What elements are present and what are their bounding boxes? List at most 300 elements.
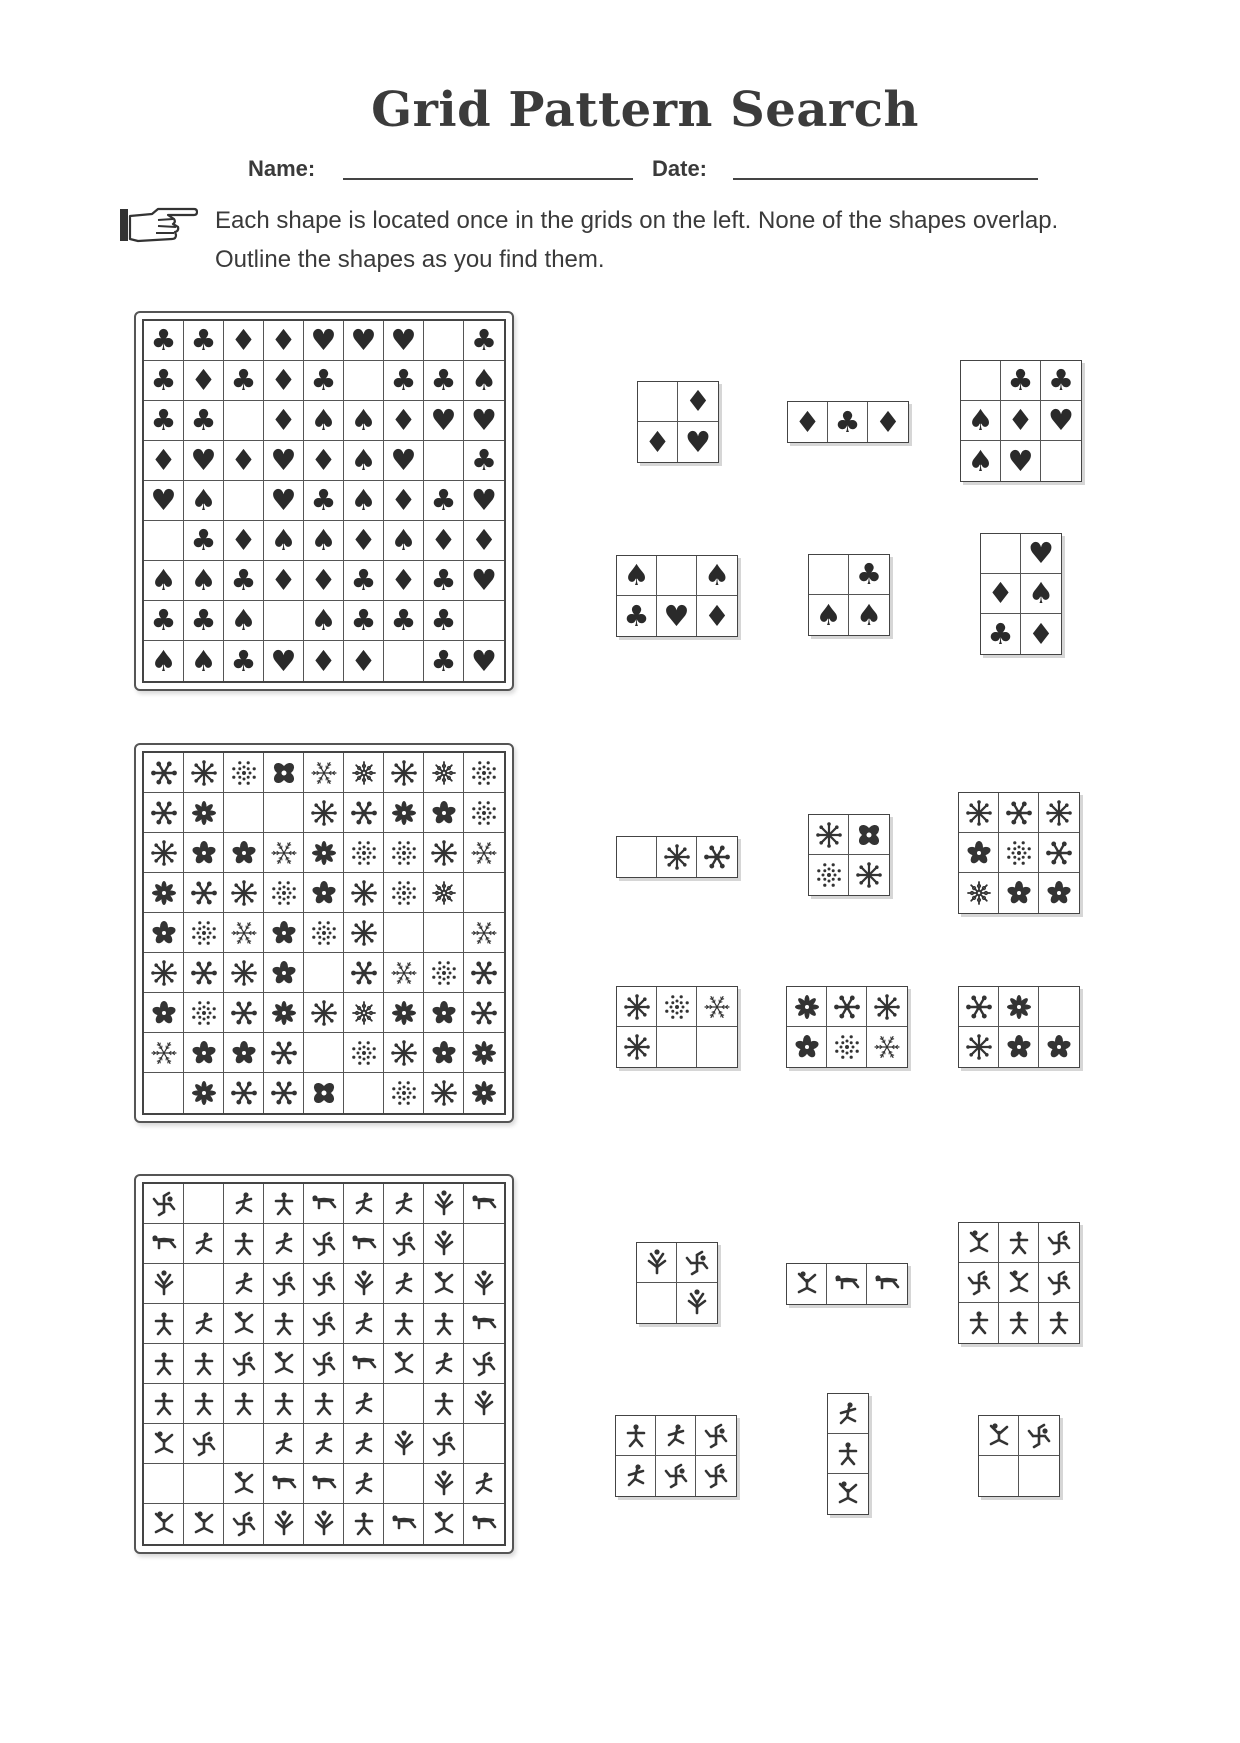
grid-cell[interactable] — [184, 793, 224, 833]
grid-cell[interactable] — [144, 753, 184, 793]
shape-cell[interactable] — [1039, 987, 1079, 1027]
grid-cell[interactable] — [464, 1264, 504, 1304]
grid-cell[interactable] — [144, 1344, 184, 1384]
shape-cell[interactable] — [961, 401, 1001, 441]
shape-cell[interactable] — [657, 1027, 697, 1067]
grid-cell[interactable] — [144, 521, 184, 561]
grid-cell[interactable] — [264, 321, 304, 361]
grid-cell[interactable] — [264, 1464, 304, 1504]
grid-cell[interactable] — [304, 1224, 344, 1264]
shape-cell[interactable] — [788, 402, 828, 442]
grid-cell[interactable] — [224, 1464, 264, 1504]
shape-cell[interactable] — [1039, 873, 1079, 913]
grid-cell[interactable] — [464, 753, 504, 793]
grid-cell[interactable] — [464, 521, 504, 561]
grid-cell[interactable] — [144, 601, 184, 641]
grid-cell[interactable] — [184, 953, 224, 993]
grid-cell[interactable] — [304, 1384, 344, 1424]
grid-cell[interactable] — [144, 401, 184, 441]
grid-cell[interactable] — [384, 873, 424, 913]
grid-cell[interactable] — [264, 1304, 304, 1344]
grid-cell[interactable] — [224, 1184, 264, 1224]
grid-cell[interactable] — [264, 401, 304, 441]
grid-cell[interactable] — [464, 1464, 504, 1504]
grid-cell[interactable] — [224, 1224, 264, 1264]
shape-cell[interactable] — [657, 837, 697, 877]
grid-cell[interactable] — [224, 561, 264, 601]
grid-cell[interactable] — [424, 481, 464, 521]
shape-cell[interactable] — [867, 987, 907, 1027]
grid-cell[interactable] — [264, 793, 304, 833]
grid-cell[interactable] — [384, 441, 424, 481]
grid-cell[interactable] — [264, 1073, 304, 1113]
shape-cell[interactable] — [959, 987, 999, 1027]
grid-cell[interactable] — [344, 873, 384, 913]
grid-cell[interactable] — [424, 321, 464, 361]
grid-cell[interactable] — [384, 481, 424, 521]
grid-cell[interactable] — [144, 1033, 184, 1073]
grid-cell[interactable] — [144, 361, 184, 401]
shape-cell[interactable] — [999, 1223, 1039, 1263]
shape-cell[interactable] — [697, 596, 737, 636]
grid-cell[interactable] — [384, 321, 424, 361]
grid-cell[interactable] — [264, 1504, 304, 1544]
grid-cell[interactable] — [464, 953, 504, 993]
grid-cell[interactable] — [424, 1464, 464, 1504]
grid-cell[interactable] — [264, 913, 304, 953]
grid-cell[interactable] — [224, 1304, 264, 1344]
grid-cell[interactable] — [464, 601, 504, 641]
shape-cell[interactable] — [1001, 361, 1041, 401]
grid-cell[interactable] — [344, 753, 384, 793]
grid-cell[interactable] — [224, 1384, 264, 1424]
grid-cell[interactable] — [304, 913, 344, 953]
shape-cell[interactable] — [787, 1264, 827, 1304]
grid-cell[interactable] — [424, 833, 464, 873]
grid-cell[interactable] — [184, 1304, 224, 1344]
grid-cell[interactable] — [144, 1304, 184, 1344]
grid-cell[interactable] — [304, 561, 344, 601]
shape-cell[interactable] — [827, 1027, 867, 1067]
grid-cell[interactable] — [384, 1264, 424, 1304]
grid-cell[interactable] — [184, 441, 224, 481]
grid-cell[interactable] — [304, 321, 344, 361]
shape-cell[interactable] — [677, 1243, 717, 1283]
grid-cell[interactable] — [264, 481, 304, 521]
grid-cell[interactable] — [424, 361, 464, 401]
shape-cell[interactable] — [1041, 401, 1081, 441]
shape-cell[interactable] — [981, 574, 1021, 614]
shape-cell[interactable] — [1001, 401, 1041, 441]
grid-cell[interactable] — [304, 401, 344, 441]
shape-cell[interactable] — [979, 1416, 1019, 1456]
grid-cell[interactable] — [264, 521, 304, 561]
shape-cell[interactable] — [809, 855, 849, 895]
shape-cell[interactable] — [849, 855, 889, 895]
shape-cell[interactable] — [979, 1456, 1019, 1496]
grid-cell[interactable] — [464, 441, 504, 481]
grid-cell[interactable] — [224, 641, 264, 681]
grid-cell[interactable] — [184, 1424, 224, 1464]
grid-cell[interactable] — [464, 561, 504, 601]
shape-cell[interactable] — [828, 402, 868, 442]
grid-cell[interactable] — [224, 601, 264, 641]
grid-cell[interactable] — [384, 793, 424, 833]
grid-cell[interactable] — [264, 441, 304, 481]
grid-cell[interactable] — [224, 1344, 264, 1384]
shape-cell[interactable] — [657, 596, 697, 636]
grid-cell[interactable] — [144, 873, 184, 913]
grid-cell[interactable] — [304, 1184, 344, 1224]
grid-cell[interactable] — [184, 913, 224, 953]
grid-cell[interactable] — [264, 1384, 304, 1424]
shape-cell[interactable] — [828, 1394, 868, 1434]
grid-cell[interactable] — [424, 521, 464, 561]
grid-cell[interactable] — [384, 361, 424, 401]
grid-cell[interactable] — [304, 793, 344, 833]
grid-cell[interactable] — [424, 753, 464, 793]
grid-cell[interactable] — [264, 833, 304, 873]
grid-cell[interactable] — [464, 1224, 504, 1264]
grid-cell[interactable] — [304, 361, 344, 401]
grid-cell[interactable] — [184, 521, 224, 561]
grid-cell[interactable] — [344, 1264, 384, 1304]
grid-cell[interactable] — [344, 601, 384, 641]
grid-cell[interactable] — [424, 1424, 464, 1464]
shape-cell[interactable] — [617, 556, 657, 596]
shape-cell[interactable] — [1019, 1416, 1059, 1456]
grid-cell[interactable] — [224, 753, 264, 793]
grid-cell[interactable] — [184, 993, 224, 1033]
grid-cell[interactable] — [464, 1033, 504, 1073]
grid-cell[interactable] — [384, 1424, 424, 1464]
shape-cell[interactable] — [616, 1416, 656, 1456]
grid-cell[interactable] — [264, 1224, 304, 1264]
grid-cell[interactable] — [264, 1184, 304, 1224]
grid-cell[interactable] — [384, 1073, 424, 1113]
grid-cell[interactable] — [184, 401, 224, 441]
grid-cell[interactable] — [424, 873, 464, 913]
grid-cell[interactable] — [464, 321, 504, 361]
shape-cell[interactable] — [617, 1027, 657, 1067]
grid-cell[interactable] — [184, 361, 224, 401]
shape-cell[interactable] — [828, 1474, 868, 1514]
grid-cell[interactable] — [344, 1033, 384, 1073]
grid-cell[interactable] — [424, 401, 464, 441]
grid-cell[interactable] — [464, 1504, 504, 1544]
grid-cell[interactable] — [344, 1304, 384, 1344]
shape-cell[interactable] — [677, 1283, 717, 1323]
grid-cell[interactable] — [264, 1424, 304, 1464]
grid-cell[interactable] — [424, 913, 464, 953]
shape-cell[interactable] — [637, 1243, 677, 1283]
grid-cell[interactable] — [464, 993, 504, 1033]
grid-cell[interactable] — [224, 1504, 264, 1544]
grid-cell[interactable] — [384, 561, 424, 601]
shape-cell[interactable] — [617, 596, 657, 636]
grid-cell[interactable] — [384, 1033, 424, 1073]
grid-cell[interactable] — [464, 833, 504, 873]
grid-cell[interactable] — [224, 1073, 264, 1113]
grid-cell[interactable] — [264, 953, 304, 993]
shape-cell[interactable] — [961, 361, 1001, 401]
grid-cell[interactable] — [424, 793, 464, 833]
grid-cell[interactable] — [344, 1464, 384, 1504]
shape-cell[interactable] — [1021, 534, 1061, 574]
grid-cell[interactable] — [424, 561, 464, 601]
grid-cell[interactable] — [424, 1504, 464, 1544]
grid-cell[interactable] — [464, 1073, 504, 1113]
grid-cell[interactable] — [144, 1224, 184, 1264]
grid-cell[interactable] — [344, 1073, 384, 1113]
grid-cell[interactable] — [184, 1464, 224, 1504]
grid-cell[interactable] — [184, 481, 224, 521]
shape-cell[interactable] — [999, 793, 1039, 833]
shape-cell[interactable] — [981, 534, 1021, 574]
grid-cell[interactable] — [224, 361, 264, 401]
grid-cell[interactable] — [344, 521, 384, 561]
grid-cell[interactable] — [464, 641, 504, 681]
grid-cell[interactable] — [264, 361, 304, 401]
grid-cell[interactable] — [224, 321, 264, 361]
grid-cell[interactable] — [304, 953, 344, 993]
grid-cell[interactable] — [264, 1264, 304, 1304]
grid-cell[interactable] — [344, 1184, 384, 1224]
grid-cell[interactable] — [344, 361, 384, 401]
grid-cell[interactable] — [384, 1384, 424, 1424]
shape-cell[interactable] — [1039, 1303, 1079, 1343]
shape-cell[interactable] — [637, 1283, 677, 1323]
grid-cell[interactable] — [344, 913, 384, 953]
shape-cell[interactable] — [827, 1264, 867, 1304]
grid-cell[interactable] — [144, 953, 184, 993]
shape-cell[interactable] — [678, 382, 718, 422]
grid-cell[interactable] — [184, 1264, 224, 1304]
shape-cell[interactable] — [868, 402, 908, 442]
shape-cell[interactable] — [656, 1416, 696, 1456]
shape-cell[interactable] — [1039, 793, 1079, 833]
shape-cell[interactable] — [616, 1456, 656, 1496]
shape-cell[interactable] — [656, 1456, 696, 1496]
grid-cell[interactable] — [424, 1224, 464, 1264]
grid-cell[interactable] — [264, 1033, 304, 1073]
grid-cell[interactable] — [144, 321, 184, 361]
grid-cell[interactable] — [184, 833, 224, 873]
shape-cell[interactable] — [959, 1223, 999, 1263]
grid-cell[interactable] — [184, 1384, 224, 1424]
grid-cell[interactable] — [384, 601, 424, 641]
grid-cell[interactable] — [304, 993, 344, 1033]
shape-cell[interactable] — [638, 422, 678, 462]
grid-cell[interactable] — [184, 561, 224, 601]
shape-cell[interactable] — [981, 614, 1021, 654]
grid-cell[interactable] — [184, 1033, 224, 1073]
grid-cell[interactable] — [344, 481, 384, 521]
grid-cell[interactable] — [144, 1073, 184, 1113]
grid-cell[interactable] — [424, 441, 464, 481]
grid-cell[interactable] — [304, 1264, 344, 1304]
shape-cell[interactable] — [1039, 1263, 1079, 1303]
shape-cell[interactable] — [828, 1434, 868, 1474]
grid-cell[interactable] — [384, 1464, 424, 1504]
shape-cell[interactable] — [1021, 574, 1061, 614]
grid-cell[interactable] — [224, 873, 264, 913]
grid-cell[interactable] — [424, 1264, 464, 1304]
grid-cell[interactable] — [224, 953, 264, 993]
shape-cell[interactable] — [638, 382, 678, 422]
grid-cell[interactable] — [384, 833, 424, 873]
shape-cell[interactable] — [999, 987, 1039, 1027]
grid-cell[interactable] — [464, 913, 504, 953]
grid-cell[interactable] — [384, 1504, 424, 1544]
grid-cell[interactable] — [144, 1264, 184, 1304]
shape-cell[interactable] — [787, 1027, 827, 1067]
shape-cell[interactable] — [867, 1027, 907, 1067]
grid-cell[interactable] — [184, 601, 224, 641]
shape-cell[interactable] — [617, 837, 657, 877]
grid-cell[interactable] — [384, 1184, 424, 1224]
shape-cell[interactable] — [697, 556, 737, 596]
shape-cell[interactable] — [849, 555, 889, 595]
grid-cell[interactable] — [344, 641, 384, 681]
shape-cell[interactable] — [999, 1303, 1039, 1343]
shape-cell[interactable] — [849, 595, 889, 635]
grid-cell[interactable] — [304, 481, 344, 521]
grid-cell[interactable] — [424, 953, 464, 993]
grid-cell[interactable] — [464, 361, 504, 401]
grid-cell[interactable] — [304, 601, 344, 641]
grid-cell[interactable] — [304, 1304, 344, 1344]
shape-cell[interactable] — [1019, 1456, 1059, 1496]
grid-cell[interactable] — [264, 561, 304, 601]
grid-cell[interactable] — [344, 321, 384, 361]
shape-cell[interactable] — [697, 1027, 737, 1067]
grid-cell[interactable] — [344, 1344, 384, 1384]
grid-cell[interactable] — [144, 793, 184, 833]
shape-cell[interactable] — [1039, 833, 1079, 873]
grid-cell[interactable] — [344, 833, 384, 873]
grid-cell[interactable] — [344, 561, 384, 601]
grid-cell[interactable] — [344, 1504, 384, 1544]
shape-cell[interactable] — [1039, 1027, 1079, 1067]
grid-cell[interactable] — [144, 1504, 184, 1544]
grid-cell[interactable] — [184, 753, 224, 793]
shape-cell[interactable] — [1039, 1223, 1079, 1263]
grid-cell[interactable] — [184, 1073, 224, 1113]
grid-cell[interactable] — [304, 1504, 344, 1544]
grid-cell[interactable] — [304, 1464, 344, 1504]
shape-cell[interactable] — [961, 441, 1001, 481]
shape-cell[interactable] — [867, 1264, 907, 1304]
grid-cell[interactable] — [344, 1224, 384, 1264]
shape-cell[interactable] — [959, 1263, 999, 1303]
grid-cell[interactable] — [344, 1384, 384, 1424]
grid-cell[interactable] — [304, 641, 344, 681]
grid-cell[interactable] — [384, 1304, 424, 1344]
shape-cell[interactable] — [999, 1263, 1039, 1303]
grid-cell[interactable] — [384, 401, 424, 441]
grid-cell[interactable] — [344, 1424, 384, 1464]
shape-cell[interactable] — [1001, 441, 1041, 481]
grid-cell[interactable] — [384, 913, 424, 953]
shape-cell[interactable] — [809, 555, 849, 595]
grid-cell[interactable] — [464, 1184, 504, 1224]
shape-cell[interactable] — [697, 837, 737, 877]
grid-cell[interactable] — [304, 1344, 344, 1384]
grid-cell[interactable] — [384, 641, 424, 681]
grid-cell[interactable] — [344, 401, 384, 441]
grid-cell[interactable] — [384, 993, 424, 1033]
grid-cell[interactable] — [464, 793, 504, 833]
grid-cell[interactable] — [384, 753, 424, 793]
grid-cell[interactable] — [464, 1344, 504, 1384]
grid-cell[interactable] — [144, 1424, 184, 1464]
grid-cell[interactable] — [184, 1504, 224, 1544]
grid-cell[interactable] — [304, 873, 344, 913]
shape-cell[interactable] — [959, 873, 999, 913]
grid-cell[interactable] — [224, 441, 264, 481]
grid-cell[interactable] — [304, 1033, 344, 1073]
grid-cell[interactable] — [464, 401, 504, 441]
shape-cell[interactable] — [959, 1027, 999, 1067]
shape-cell[interactable] — [1041, 441, 1081, 481]
shape-cell[interactable] — [999, 1027, 1039, 1067]
shape-cell[interactable] — [809, 595, 849, 635]
grid-cell[interactable] — [224, 793, 264, 833]
grid-cell[interactable] — [424, 1344, 464, 1384]
grid-cell[interactable] — [264, 753, 304, 793]
grid-cell[interactable] — [144, 833, 184, 873]
grid-cell[interactable] — [384, 521, 424, 561]
grid-cell[interactable] — [184, 321, 224, 361]
grid-cell[interactable] — [304, 753, 344, 793]
shape-cell[interactable] — [809, 815, 849, 855]
shape-cell[interactable] — [617, 987, 657, 1027]
grid-cell[interactable] — [464, 481, 504, 521]
grid-cell[interactable] — [184, 641, 224, 681]
grid-cell[interactable] — [224, 1033, 264, 1073]
grid-cell[interactable] — [424, 1184, 464, 1224]
grid-cell[interactable] — [344, 953, 384, 993]
grid-cell[interactable] — [224, 1264, 264, 1304]
grid-cell[interactable] — [224, 913, 264, 953]
grid-cell[interactable] — [224, 481, 264, 521]
grid-cell[interactable] — [384, 953, 424, 993]
grid-cell[interactable] — [264, 601, 304, 641]
date-line[interactable] — [733, 178, 1038, 180]
shape-cell[interactable] — [657, 987, 697, 1027]
shape-cell[interactable] — [696, 1416, 736, 1456]
grid-cell[interactable] — [304, 441, 344, 481]
grid-cell[interactable] — [184, 1224, 224, 1264]
grid-cell[interactable] — [424, 1384, 464, 1424]
grid-cell[interactable] — [424, 993, 464, 1033]
shape-cell[interactable] — [678, 422, 718, 462]
shape-cell[interactable] — [657, 556, 697, 596]
grid-cell[interactable] — [224, 1424, 264, 1464]
grid-cell[interactable] — [384, 1344, 424, 1384]
shape-cell[interactable] — [959, 1303, 999, 1343]
grid-cell[interactable] — [184, 1344, 224, 1384]
grid-cell[interactable] — [264, 641, 304, 681]
grid-cell[interactable] — [144, 1464, 184, 1504]
name-line[interactable] — [343, 178, 633, 180]
shape-cell[interactable] — [1021, 614, 1061, 654]
grid-cell[interactable] — [424, 601, 464, 641]
grid-cell[interactable] — [184, 1184, 224, 1224]
grid-cell[interactable] — [344, 793, 384, 833]
grid-cell[interactable] — [144, 441, 184, 481]
